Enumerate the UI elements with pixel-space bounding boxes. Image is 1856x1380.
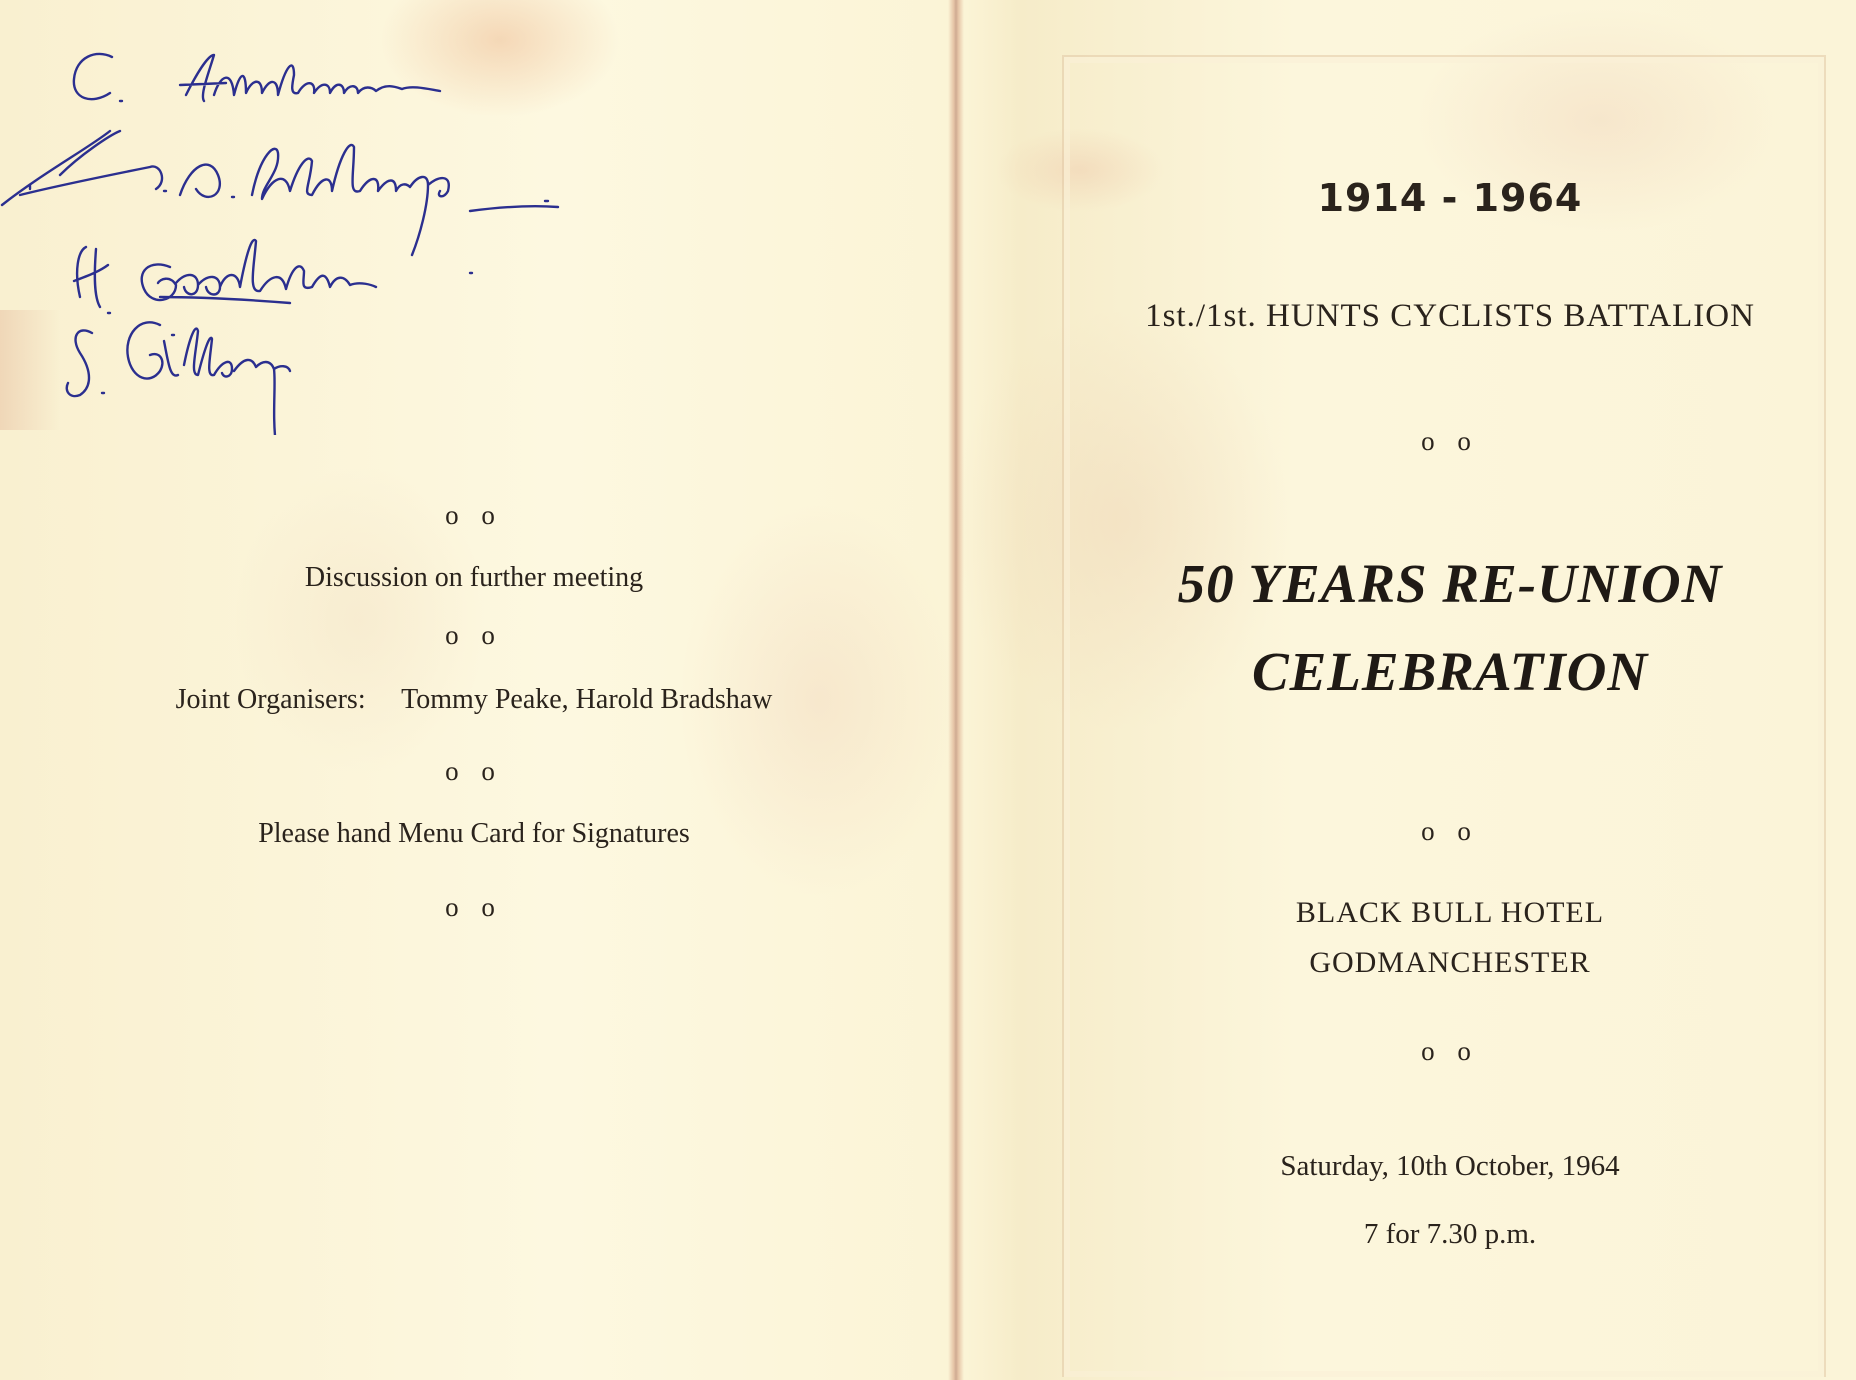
separator: o o xyxy=(445,500,503,530)
organisers-label: Joint Organisers: xyxy=(175,684,366,715)
battalion-name: 1st./1st. HUNTS CYCLISTS BATTALION xyxy=(1145,298,1755,334)
separator: o o xyxy=(1421,426,1479,456)
separator: o o xyxy=(445,756,503,786)
center-fold xyxy=(948,0,964,1380)
separator: o o xyxy=(445,620,503,650)
organisers-names: Tommy Peake, Harold Bradshaw xyxy=(401,684,773,715)
separator: o o xyxy=(1421,1036,1479,1066)
joint-organisers-line xyxy=(0,684,948,716)
event-time: 7 for 7.30 p.m. xyxy=(1363,1218,1537,1250)
reunion-headline: 50 YEARS RE-UNION xyxy=(1177,553,1723,614)
signature-request-line: Please hand Menu Card for Signatures xyxy=(258,818,690,849)
discussion-line: Discussion on further meeting xyxy=(304,562,644,593)
years-heading: 1914 - 1964 xyxy=(1317,176,1583,220)
venue-town: GODMANCHESTER xyxy=(1309,946,1591,979)
separator: o o xyxy=(1421,816,1479,846)
event-date: Saturday, 10th October, 1964 xyxy=(1280,1150,1620,1182)
separator: o o xyxy=(445,892,503,922)
venue-hotel: BLACK BULL HOTEL xyxy=(1295,896,1605,929)
cover-page xyxy=(1080,0,1820,1380)
celebration-headline: CELEBRATION xyxy=(1251,641,1649,702)
